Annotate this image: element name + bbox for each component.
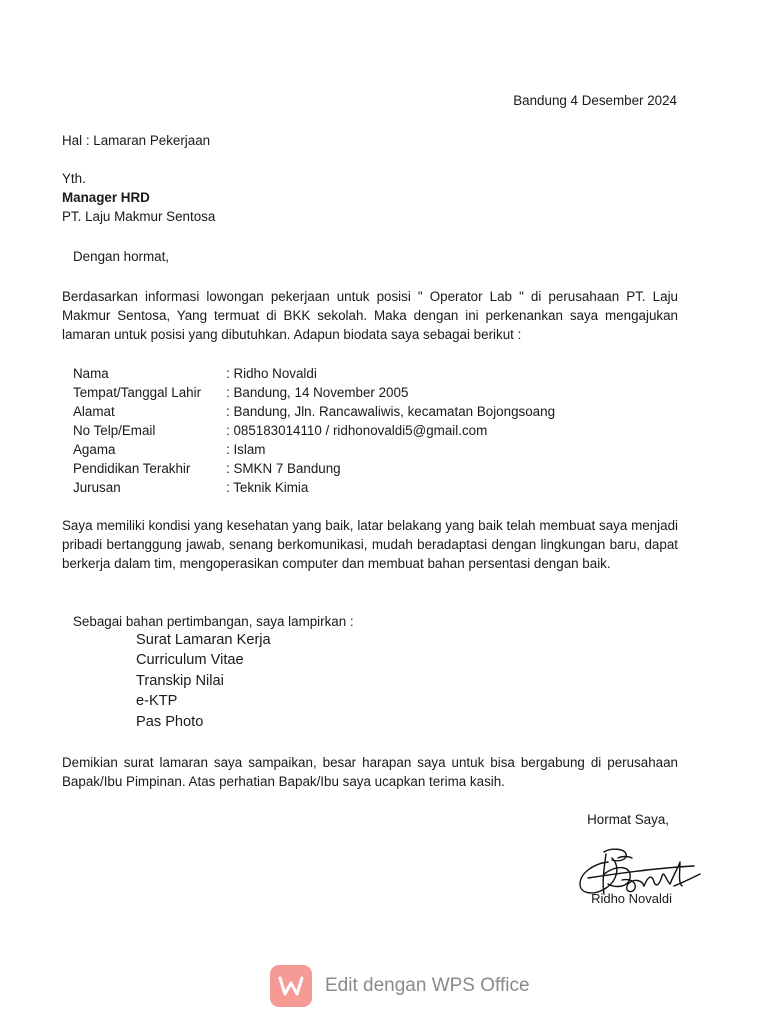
attachment-item: e-KTP [136,693,178,710]
attachment-item: Transkip Nilai [136,672,224,689]
biodata-value: : SMKN 7 Bandung [226,461,341,476]
biodata-label: Agama [73,442,116,457]
recipient-company: PT. Laju Makmur Sentosa [62,209,216,224]
intro-paragraph: Berdasarkan informasi lowongan pekerjaan untuk posisi " Operator Lab " di perusahaan PT. Laju Makmur Sentosa, Yang termuat di BKK sekolah. Maka dengan ini perkenankan saya mengajukan lamaran untuk posisi yang dibutuhkan. Adapun biodata saya sebagai berikut : [62,289,678,342]
date-line: Bandung 4 Desember 2024 [513,93,677,108]
attachment-item: Surat Lamaran Kerja [136,632,271,648]
body-paragraph: Saya memiliki kondisi yang kesehatan yang baik, latar belakang yang baik telah membuat saya menjadi pribadi bertanggung jawab, senang berkomunikasi, mudah beradaptasi dengan lingkungan baru, dapat berkerja dalam tim, mengoperasikan computer dan membuat bahan persentasi dengan baik. [62,518,678,571]
biodata-label: Pendidikan Terakhir [73,461,191,476]
sign-off: Hormat Saya, [587,812,669,827]
subject-line: Hal : Lamaran Pekerjaan [62,133,211,148]
recipient-yth: Yth. [62,171,86,186]
attachments-list [136,630,271,732]
biodata-value: : Teknik Kimia [226,480,309,495]
attachment-item: Pas Photo [136,713,204,730]
biodata-value: : 085183014110 / ridhonovaldi5@gmail.com [226,423,488,438]
attachments-intro: Sebagai bahan pertimbangan, saya lampirkan : [73,614,354,629]
biodata-value: : Bandung, Jln. Rancawaliwis, kecamatan Bojongsoang [226,404,556,419]
wps-edit-label[interactable]: Edit dengan WPS Office [325,975,530,996]
attachment-item: Curriculum Vitae [136,652,244,669]
biodata-label: Nama [73,366,109,381]
signer-name: Ridho Novaldi [591,891,672,906]
closing-paragraph: Demikian surat lamaran saya sampaikan, besar harapan saya untuk bisa bergabung di perusahaan Bapak/Ibu Pimpinan. Atas perhatian Bapak/Ibu saya ucapkan terima kasih. [62,755,678,789]
biodata-value: : Ridho Novaldi [226,366,317,381]
biodata-label: No Telp/Email [73,423,156,438]
recipient-title: Manager HRD [62,190,150,205]
biodata-label: Alamat [73,404,115,419]
greeting: Dengan hormat, [73,249,170,264]
wps-office-icon [270,965,312,1007]
biodata-value: : Islam [226,442,266,457]
biodata-label: Jurusan [73,480,121,495]
wps-edit-banner[interactable] [270,964,530,1008]
biodata-value: : Bandung, 14 November 2005 [226,385,409,400]
biodata-label: Tempat/Tanggal Lahir [73,385,202,400]
